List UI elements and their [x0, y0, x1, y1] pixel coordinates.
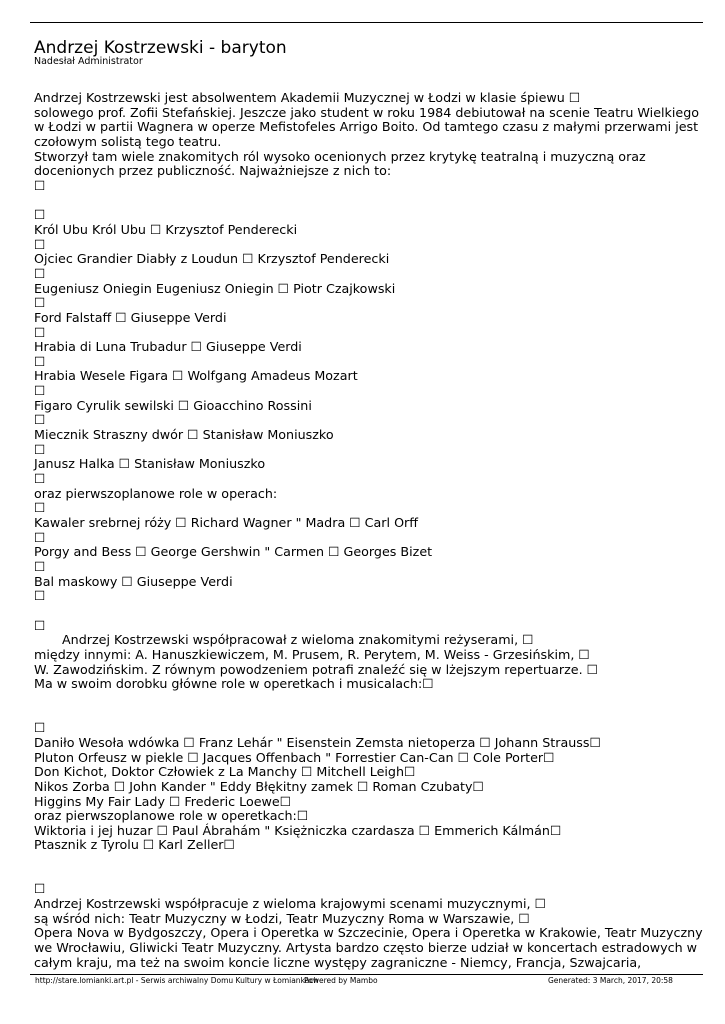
body-line: Ma w swoim dorobku główne role w operetkach i musicalach:☐	[34, 676, 434, 692]
body-line: ☐	[34, 881, 46, 897]
body-line: ☐	[34, 529, 46, 545]
body-line: oraz pierwszoplanowe role w operach:	[34, 485, 278, 501]
body-line: Król Ubu Król Ubu ☐ Krzysztof Penderecki	[34, 221, 298, 237]
body-line: Figaro Cyrulik sewilski ☐ Gioacchino Rossini	[34, 397, 312, 413]
body-line: Miecznik Straszny dwór ☐ Stanisław Moniuszko	[34, 427, 334, 443]
body-line: ☐	[34, 412, 46, 428]
top-rule	[30, 22, 703, 23]
body-line: ☐	[34, 441, 46, 457]
body-line: ☐	[34, 500, 46, 516]
body-line: ☐	[34, 324, 46, 340]
body-line: Hrabia Wesele Figara ☐ Wolfgang Amadeus Mozart	[34, 368, 358, 384]
body-line: ☐	[34, 559, 46, 574]
body-line: Higgins My Fair Lady ☐ Frederic Loewe☐	[34, 793, 292, 809]
body-line: ☐	[34, 617, 46, 633]
body-line: całym kraju, ma też na swoim koncie liczne występy zagraniczne - Niemcy, Francja, Szwajcaria,	[34, 954, 642, 970]
body-line: ☐	[34, 353, 46, 369]
body-line: Hrabia di Luna Trubadur ☐ Giuseppe Verdi	[34, 339, 302, 355]
body-line	[34, 868, 694, 883]
body-line: czołowym solistą tego teatru.	[34, 133, 222, 149]
footer-powered-by: Powered by Mambo	[304, 976, 378, 985]
body-line: oraz pierwszoplanowe role w operetkach:☐	[34, 808, 309, 824]
body-line: docenionych przez publiczność. Najważniejsze z nich to:	[34, 163, 392, 179]
body-line: między innymi: A. Hanuszkiewiczem, M. Prusem, R. Perytem, M. Weiss - Grzesińskim, ☐	[34, 646, 590, 662]
body-line: W. Zawodzińskim. Z równym powodzeniem potrafi znaleźć się w lżejszym repertuarze. ☐	[34, 661, 599, 677]
body-line	[34, 707, 694, 722]
article-byline: Nadesłał Administrator	[34, 56, 143, 67]
body-line: Ford Falstaff ☐ Giuseppe Verdi	[34, 309, 227, 325]
body-line	[34, 692, 694, 707]
body-line	[34, 853, 694, 868]
body-line: ☐	[34, 383, 46, 399]
body-line: Andrzej Kostrzewski jest absolwentem Akademii Muzycznej w Łodzi w klasie śpiewu ☐	[34, 90, 581, 105]
body-line: są wśród nich: Teatr Muzyczny w Łodzi, Teatr Muzyczny Roma w Warszawie, ☐	[34, 910, 530, 926]
body-line: ☐	[34, 207, 46, 223]
body-line: solowego prof. Zofii Stefańskiej. Jeszcze jako student w roku 1984 debiutował na scenie Teatru Wielkiego	[34, 104, 700, 120]
body-line: Janusz Halka ☐ Stanisław Moniuszko	[34, 456, 266, 472]
body-line: Eugeniusz Oniegin Eugeniusz Oniegin ☐ Piotr Czajkowski	[34, 280, 396, 296]
body-line	[34, 604, 694, 619]
body-line: Ojciec Grandier Diabły z Loudun ☐ Krzysztof Penderecki	[34, 251, 390, 267]
body-line: ☐	[34, 177, 46, 193]
body-line: Nikos Zorba ☐ John Kander " Eddy Błękitny zamek ☐ Roman Czubaty☐	[34, 778, 484, 794]
body-line: ☐	[34, 265, 46, 281]
article-title: Andrzej Kostrzewski - baryton	[34, 38, 287, 58]
body-line: Don Kichot, Doktor Człowiek z La Manchy ☐ Mitchell Leigh☐	[34, 764, 416, 780]
body-line: Pluton Orfeusz w piekle ☐ Jacques Offenbach " Forrestier Can-Can ☐ Cole Porter☐	[34, 749, 555, 765]
body-line: ☐	[34, 588, 46, 604]
body-line: Stworzył tam wiele znakomitych ról wysoko ocenionych przez krytykę teatralną i muzyczną oraz	[34, 148, 646, 164]
body-line: Opera Nova w Bydgoszczy, Opera i Operetka w Szczecinie, Opera i Operetka w Krakowie, Teatr Muzyczny	[34, 925, 703, 941]
body-line: ☐	[34, 471, 46, 487]
body-line: Kawaler srebrnej róży ☐ Richard Wagner " Madra ☐ Carl Orff	[34, 515, 419, 531]
body-line: ☐	[34, 236, 46, 252]
body-line: Andrzej Kostrzewski współpracował z wieloma znakomitymi reżyserami, ☐	[62, 632, 534, 648]
body-line: w Łodzi w partii Wagnera w operze Mefistofeles Arrigo Boito. Od tamtego czasu z małymi przerwami jest	[34, 119, 699, 135]
body-line: Ptasznik z Tyrolu ☐ Karl Zeller☐	[34, 837, 235, 853]
body-line: Bal maskowy ☐ Giuseppe Verdi	[34, 573, 233, 589]
body-line: Wiktoria i jej huzar ☐ Paul Ábrahám " Księżniczka czardasza ☐ Emmerich Kálmán☐	[34, 822, 562, 838]
footer-generated: Generated: 3 March, 2017, 20:58	[548, 976, 673, 985]
body-line	[34, 194, 694, 209]
body-line: Daniło Wesoła wdówka ☐ Franz Lehár " Eisenstein Zemsta nietoperza ☐ Johann Strauss☐	[34, 734, 601, 750]
footer-source-link[interactable]: http://stare.lomianki.art.pl - Serwis archiwalny Domu Kultury w Łomiankach	[35, 976, 319, 985]
body-line: we Wrocławiu, Gliwicki Teatr Muzyczny. Artysta bardzo często bierze udział w koncertach estradowych w	[34, 940, 698, 956]
body-line: Andrzej Kostrzewski współpracuje z wieloma krajowymi scenami muzycznymi, ☐	[34, 896, 546, 912]
body-line: Porgy and Bess ☐ George Gershwin " Carmen ☐ Georges Bizet	[34, 544, 433, 560]
body-line: ☐	[34, 720, 46, 736]
article-body	[34, 90, 703, 970]
body-line: ☐	[34, 295, 46, 311]
bottom-rule	[30, 974, 703, 975]
